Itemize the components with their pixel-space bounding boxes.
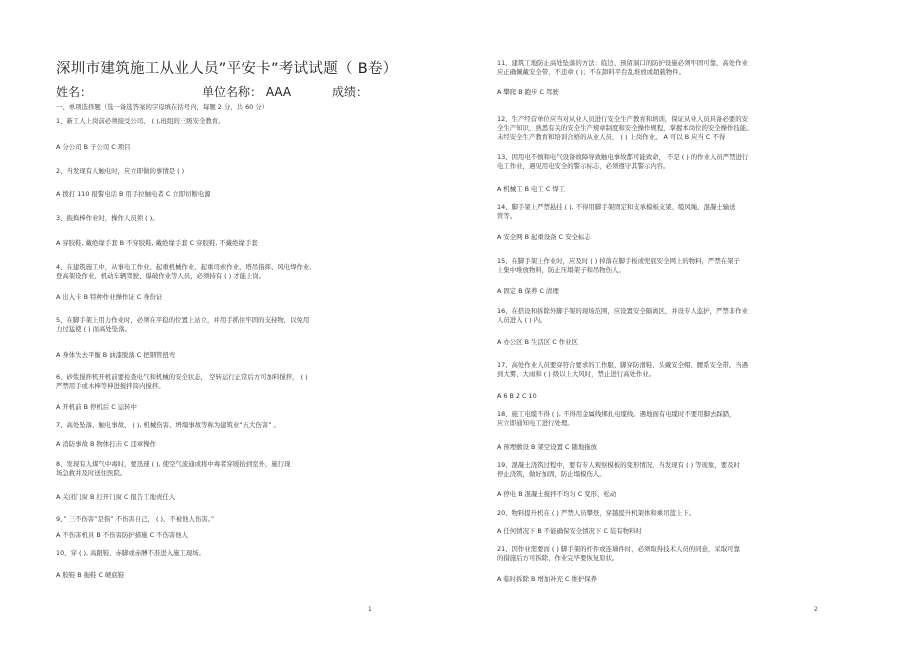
question-line: A 不伤害机具 B 不伤害防护措施 C 不伤害他人 — [56, 531, 189, 539]
question-line: 8、发现有人煤气中毒时，要迅速 ( ), 使空气流通或将中毒者穿暖抬到室外，施行现 — [56, 460, 291, 468]
question-line: 上集中堆放物料，防止压塌架子和吊物伤人。 — [497, 266, 625, 274]
question-line: 13、因用电不慎和电气设备故障导致触电事故都可能致命， 不是 ( ) 的作业人员严禁进行 — [497, 153, 749, 161]
question-line: A 固定 B 保养 C 清理 — [497, 287, 559, 295]
question-line: 4、在建筑施工中，从事电工作业、起重机械作业、起重司索作业、塔吊指挥、风电焊作业, — [56, 263, 312, 271]
question-line: A 安全网 B 起重设备 C 安全标志 — [497, 233, 591, 241]
question-line: 12、生产经营单位应当对从业人员进行安全生产教育和培训，保证从业人员具备必要的安 — [497, 115, 748, 123]
score-label: 成绩： — [332, 85, 369, 99]
question-line: A 任何情况下 B 不能确保安全情况下 C 装有物料时 — [497, 527, 642, 535]
question-line: 19、混凝土浇筑过程中，要有专人观察模板的变形情况，当发现有 ( ) 等现象，要及时 — [497, 461, 740, 469]
question-line: 18、施工电缆不得 ( ), 不得用金属线绑扎电缆线。遇地面有电缆时不要用脚去踩踏， — [497, 410, 736, 418]
question-line: 管等。 — [497, 212, 517, 220]
question-line: 6、砂浆搅拌机开机前要检查电气和机械的安全状态， 空转运行正常后方可加料搅拌， ( ) — [56, 373, 308, 381]
question-line: 一、单项选择题（选一备选答案的字母填在括号内，每题 2 分，共 60 分） — [56, 103, 269, 111]
question-line: 电工作业，遇见用电安全的警示标志，必须遵守其警示内容。 — [497, 162, 670, 170]
question-line: A 分公司 B 子公司 C 项目 — [56, 143, 131, 151]
question-line: 15、在脚手架上作业时，应及时 ( ) 掉落在脚手板或兜底安全网上的物料，严禁在架子 — [497, 257, 740, 265]
question-line: 应立即通知电工进行处理。 — [497, 419, 574, 427]
question-line: 人员进入 ( ) 内。 — [497, 316, 547, 324]
question-line: 全生产知识，熟悉有关的安全生产规章制度和安全操作规程，掌握本岗位的安全操作技能。 — [497, 124, 753, 132]
question-line: 登高架设作业、机动车辆驾驶、爆破作业等人员，必须持有 ( ) 才能上岗。 — [56, 272, 266, 280]
question-line: 到大雾、大雨和 ( ) 级以上大风时，禁止进行高处作业。 — [497, 370, 656, 378]
page-number-right: 2 — [814, 606, 818, 613]
question-line: A 临时拆除 B 增加补充 C 维护保养 — [497, 575, 598, 583]
question-line: 14、脚手架上严禁悬挂 ( ), 不得用脚手架固定和支承模板支架、缆风绳、混凝土输送 — [497, 203, 736, 211]
question-line: 21、因作业需要而 ( ) 脚手架的杆件或连墙件时，必须取得技术人员的同意，采取可靠 — [497, 545, 740, 553]
question-line: 应正确佩戴安全带，不违章 ( )；不在卸料平台乱堆放或超载物件。 — [497, 68, 685, 76]
question-line: 3、振捣棒作业时，操作人员须 ( )。 — [56, 214, 159, 222]
question-line: 力过猛使 ( ) 而高处坠落。 — [56, 325, 131, 333]
question-line: 场急救并及时送往医院。 — [56, 469, 127, 477]
question-line: A 穿胶鞋, 戴绝缘手套 B 不穿胶鞋, 戴绝缘手套 C 穿胶鞋, 不戴绝缘手套 — [56, 239, 258, 247]
exam-title: 深圳市建筑施工从业人员”平安卡”考试试题（ B卷） — [56, 61, 398, 77]
question-line: 严禁用手或木棒等伸进搅拌筒内搅拌。 — [56, 382, 165, 390]
question-line: A 办公区 B 生活区 C 作业区 — [497, 338, 578, 346]
question-line: A 关闭门窗 B 打开门窗 C 报告工地责任人 — [56, 493, 176, 501]
question-line: A 预埋敷设 B 架空设置 C 随地拖放 — [497, 443, 598, 451]
question-line: 停止浇筑，做好加固，防止塌模伤人。 — [497, 470, 606, 478]
question-line: A 攀爬 B 跑步 C 驾驶 — [497, 88, 559, 96]
page-number-left: 1 — [368, 606, 372, 613]
question-line: 5、在脚手架上用力作业时，必须在平稳的位置上站立，并用手抓住牢固的支持物，以免用 — [56, 316, 310, 324]
question-line: A 6 B 2 C 10 — [497, 392, 537, 400]
question-line: 20、物料提升机在 ( ) 严禁人员攀登，穿越提升机架体和乘吊篮上下。 — [497, 509, 696, 517]
question-line: 的措施后方可拆除，作业完毕要恢复原状。 — [497, 554, 619, 562]
question-line: 17、高处作业人员要穿符合要求的工作服、脚穿防滑鞋、头戴安全帽、腰系安全带。当遇 — [497, 361, 748, 369]
question-line: 11、建筑工地防止高处坠落的方法：临边、预留洞口的防护设施必须牢固可靠，高处作业 — [497, 59, 748, 67]
question-line: 2、当发现有人触电时，应立即做的事情是 ( ) — [56, 167, 185, 175]
question-line: A 身体失去平衡 B 油漆脱落 C 把钢管扭弯 — [56, 351, 176, 359]
question-line: A 停电 B 混凝土搅拌不均匀 C 变形、松动 — [497, 490, 617, 498]
question-line: 9、” 三不伤害”是指” 不伤害自己， ( )、不被他人伤害。” — [56, 515, 215, 523]
question-line: A 开机前 B 停机后 C 运转中 — [56, 403, 137, 411]
question-line: A 出入卡 B 特种作业操作证 C 身份证 — [56, 293, 163, 301]
question-line: 7、高处坠落、触电事故、 ( ), 机械伤害、坍塌事故等称为建筑业”五大伤害” 。 — [56, 421, 280, 429]
question-line: 16、在搭设和拆除外脚手架的现场范围，应设置安全隔离区，并设专人监护，严禁非作业 — [497, 307, 748, 315]
question-line: A 拨打 110 报警电话 B 用手拉触电者 C 立即切断电源 — [56, 190, 211, 198]
name-label: 姓名： — [56, 85, 93, 99]
question-line: A 胶鞋 B 拖鞋 C 硬底鞋 — [56, 571, 125, 579]
unit-label: 单位名称： AAA — [202, 85, 292, 99]
question-line: A 消防事故 B 物体打击 C 违章操作 — [56, 440, 157, 448]
question-line: 未经安全生产教育和培训合格的从业人员， ( ) 上岗作业。 A 可以 B 应当 C 不得 — [497, 133, 726, 141]
question-line: A 机械工 B 电工 C 焊工 — [497, 185, 566, 193]
question-line: 1、新工人上岗前必须接受公司、 ( ),班组的三级安全教育。 — [56, 117, 225, 125]
question-line: 10、穿 ( ), 高跟鞋、赤脚或赤膊不准进入施工现场。 — [56, 549, 206, 557]
